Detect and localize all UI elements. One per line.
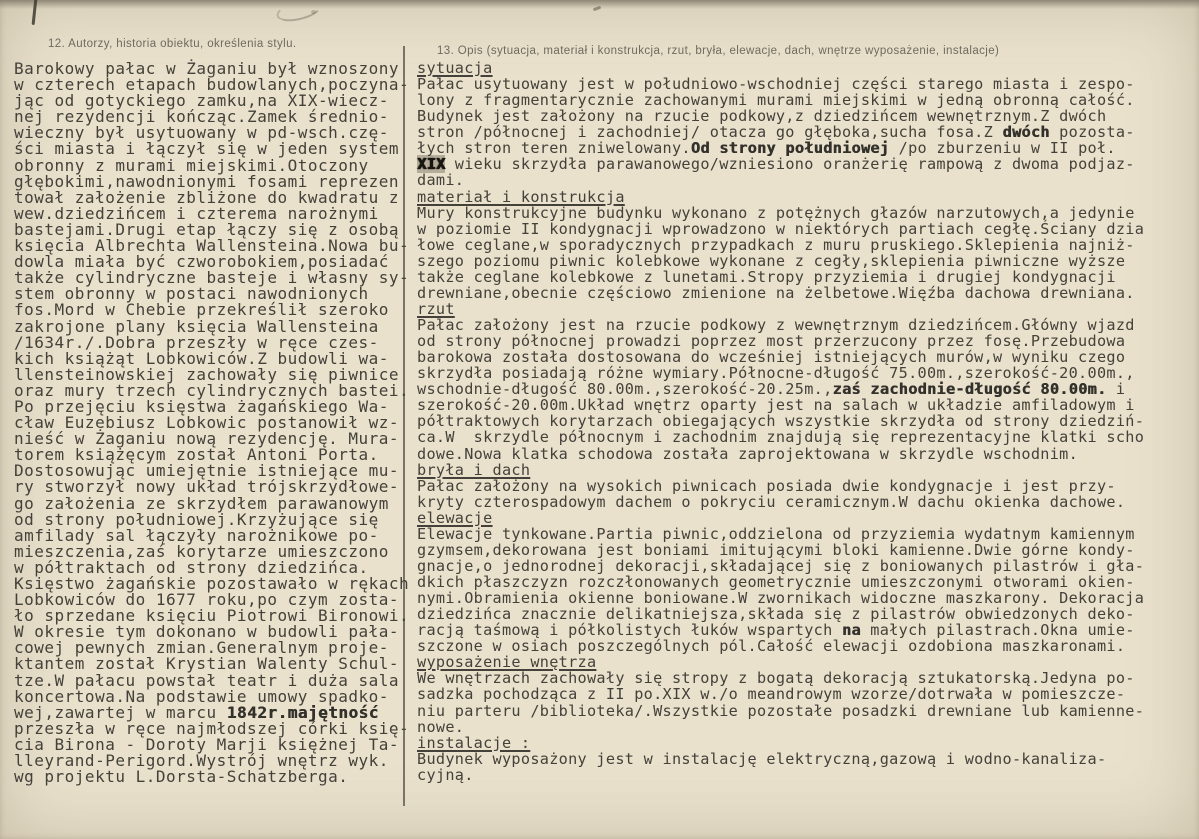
right-column-header: 13. Opis (sytuacja, materiał i konstrukcja, rzut, bryła, elewacje, dach, wnętrze wyposażenie, instalacje) [437,45,1000,57]
text-line: dowe.Nowa klatka schodowa została zaprojektowana w skrzydle wschodnim. [417,444,1079,463]
text-line: skrzydła posiadają różne wymiary.Północne-długość 75.00m.,szerokość-20.00m., [417,364,1135,383]
text-line: kryty czterospadowym dachem o pokryciu ceramicznym.W dachu okienka dachowe. [417,492,1126,511]
text-line: łych stron teren zniwelowany.Od strony południowej /po zburzeniu w II poł. [417,139,1116,158]
text-line: wej,zawartej w marcu 1842r.majętność [14,702,379,722]
text-line: gzymsem,dekorowana jest boniami imitującymi bloki kamienne.Dwie górne kondy- [417,540,1135,559]
text-line: Budynek wyposażony jest w instalację elektryczną,gazową i wodno-kanaliza- [417,749,1107,768]
text-line: Lobkowiców do 1677 roku,po czym zosta- [14,590,400,610]
text-line: cowej pewnych zmian.Generalnym proje- [14,638,389,658]
text-line: bastejami.Drugi etap łączy się z osobą [14,219,400,239]
section-heading: sytuacja [417,59,493,77]
text-line: lony z fragmentarycznie zachowanymi murami miejskimi w jedną obronną całość. [417,91,1135,110]
ink-speck [311,10,316,14]
text-line: głębokimi,nawodnionymi fosami reprezen [14,171,400,191]
text-line: We wnętrzach zachowały się stropy z bogatą dekoracją sztukatorską.Jedyna po- [417,669,1135,688]
text-line: gnacje,o jednorodnej dekoracji,składającej się z boniowanych pilastrów i gła- [417,556,1145,575]
text-line: XIX wieku skrzydła parawanowego/wzniesiono oranżerię rampową z dwoma podjaz- [417,155,1135,174]
text-line: Księstwo żagańskie pozostawało w rękach [14,574,410,593]
text-line: ry stworzył nowy układ trójskrzydłowe- [14,477,400,497]
text-line: kich książąt Lobkowiców.Z budowli wa- [14,348,389,368]
text-line: nymi.Obramienia okienne boniowane.W zwornikach widoczne maszkarony. Dekoracja [417,589,1145,608]
text-line: cław Euzebiusz Lobkowic postanowił wz- [14,413,400,433]
text-line: łowe ceglane,w sporadycznych przypadkach z muru pruskiego.Sklepienia najniż- [417,235,1135,254]
text-line: ło sprzedane księciu Piotrowi Bironowi. [14,606,410,626]
text-line: barokowa została dostosowana do wcześniej istniejących murów,w wyniku czego [417,348,1126,367]
text-line: torem książęcym został Antoni Porta. [14,445,379,465]
text-line: amfilady sal łączyły narożnikowe po- [14,525,379,545]
text-line: drewniane,obecnie częściowo zmienione na żelbetowe.Więźba dachowa drewniana. [417,283,1135,302]
text-line: lleyrand-Perigord.Wystrój wnętrz wyk. [14,751,389,771]
text-line: także ceglane kolebkowe z lunetami.Stropy przyziemia i drugiej kondygnacji [417,267,1116,286]
text-line: obronny z murami miejskimi.Otoczony [14,155,369,175]
text-line: oraz mury trzech cylindrycznych bastei. [14,380,410,400]
section-heading: bryła i dach [417,460,531,479]
text-line: Barokowy pałac w Żaganiu był wznoszony [14,59,400,78]
text-line: llensteinowskiej zachowały się piwnice [14,364,400,384]
left-column-text [14,61,409,785]
text-line: szerokość-20.00m.Układ wnętrz oparty jest na salach w układzie amfiladowym i [417,396,1135,415]
text-line: fos.Mord w Chebie przekreślił szeroko [14,300,389,320]
text-line: cia Birona - Doroty Marji księżnej Ta- [14,734,400,754]
text-line: nowe. [417,717,465,736]
text-line: go założenia ze skrzydłem parawanowym [14,493,389,513]
section-heading: instalacje : [417,733,531,752]
text-line: dkich płaszczyzn rozczłonowanych geometrycznie umieszczonymi otworami okien- [417,573,1135,591]
right-column-text [417,60,1144,783]
text-line: tze.W pałacu powstał teatr i duża sala [14,670,400,690]
text-line: nieść w Żaganiu nową rezydencję. Mura- [14,429,400,449]
text-line: Elewacje tynkowane.Partia piwnic,oddzielona od przyziemia wydatnym kamiennym [417,524,1135,543]
text-line: szego poziomu piwnic kolebkowe wykonane z cegły,sklepienia piwniczne wyższe [417,251,1126,270]
section-heading: wyposażenie wnętrza [417,653,597,672]
text-line: szczone w osiach poszczególnych pól.Całość elewacji ozdobiona maszkaronami. [417,637,1126,656]
text-line: ści miasta i łączył się w jeden system [14,139,400,159]
text-line: w poziomie II kondygnacji wprowadzono w niektórych partiach cegłę.Ściany dzia [417,219,1145,238]
text-line: tował założenie zbliżone do kwadratu z [14,187,400,207]
text-line: wschodnie-długość 80.00m.,szerokość-20.25m.,zaś zachodnie-długość 80.00m. i [417,380,1126,399]
text-line: dowla miała być czworobokiem,posiadać [14,252,389,272]
text-line: wew.dziedzińcem i czterema narożnymi [14,203,379,223]
text-line: Po przejęciu księstwa żagańskiego Wa- [14,396,389,416]
text-line: Pałac założony jest na rzucie podkowy z wewnętrznym dziedzińcem.Główny wjazd [417,316,1135,334]
text-line: sadzka pochodząca z II po.XIX w./o meandrowym wzorze/dotrwała w pomieszcze- [417,685,1126,704]
text-line: racją taśmową i półkolistych łuków wspartych na małych pilastrach.Okna umie- [417,621,1135,640]
text-line: Pałac usytuowany jest w południowo-wschodniej części starego miasta i zespo- [417,75,1135,94]
text-line: Dostosowując umiejętnie istniejące mu- [14,461,400,481]
text-line: od strony północnej prowadzi poprzez most przerzucony przez fosę.Przebudowa [417,332,1126,351]
text-line: także cylindryczne basteje i własny sy- [14,268,410,288]
text-line: ca.W skrzydle północnym i zachodnim znajdują się reprezentacyjne klatki scho [417,428,1145,447]
section-heading: elewacje [417,508,493,527]
text-line: ktantem został Krystian Walenty Schul- [14,654,400,674]
text-line: zakrojone plany księcia Wallensteina [14,316,379,336]
text-line: przeszła w ręce najmłodszej córki księ- [14,718,410,738]
text-line: /1634r./.Dobra przeszły w ręce czes- [14,332,379,352]
text-line: dziedzińca znacznie delikatniejsza,składa się z pilastrów obwiedzonych deko- [417,605,1135,624]
text-line: stem obronny w postaci nawodnionych [14,284,369,304]
text-line: cyjną. [417,765,474,784]
text-line: dami. [417,171,465,190]
text-line: W okresie tym dokonano w budowli pała- [14,622,400,642]
section-heading: materiał i konstrukcja [417,187,625,206]
text-line: księcia Albrechta Wallensteina.Nowa bu- [14,236,410,256]
text-line: od strony południowej.Krzyżujące się [14,509,379,529]
text-line: koncertowa.Na podstawie umowy spadko- [14,686,389,706]
left-column-header: 12. Autorzy, historia obiektu, określenia stylu. [48,38,297,50]
text-line: niu parteru /biblioteka/.Wszystkie pozostałe posadzki drewniane lub kamienne- [417,701,1145,720]
text-line: wg projektu L.Dorsta-Schatzberga. [14,767,349,787]
text-line: wieczny był usytuowany w pd-wsch.czę- [14,123,389,143]
text-line: nej rezydencji kończąc.Zamek średnio- [14,107,389,127]
text-line: stron /północnej i zachodniej/ otacza go głęboka,sucha fosa.Z dwóch pozosta- [417,123,1135,142]
text-line: w czterech etapach budowlanych,poczyna- [14,75,410,95]
text-line: jąc od gotyckiego zamku,na XIX-wiecz- [14,91,389,111]
text-line: Budynek jest założony na rzucie podkowy,z dziedzińcem wewnętrznym.Z dwóch [417,107,1107,126]
text-line: Mury konstrukcyjne budynku wykonano z potężnych głazów narzutowych,a jedynie [417,203,1135,222]
text-line: półtraktowych korytarzach obiegających wszystkie skrzydła od strony dziedziń- [417,412,1145,431]
text-line: Pałac założony na wysokich piwnicach posiada dwie kondygnacje i jest przy- [417,476,1116,495]
section-heading: rzut [417,299,455,318]
text-line: w półtraktach od strony dziedzińca. [14,557,369,577]
text-line: mieszczenia,zaś korytarze umieszczono [14,541,389,561]
